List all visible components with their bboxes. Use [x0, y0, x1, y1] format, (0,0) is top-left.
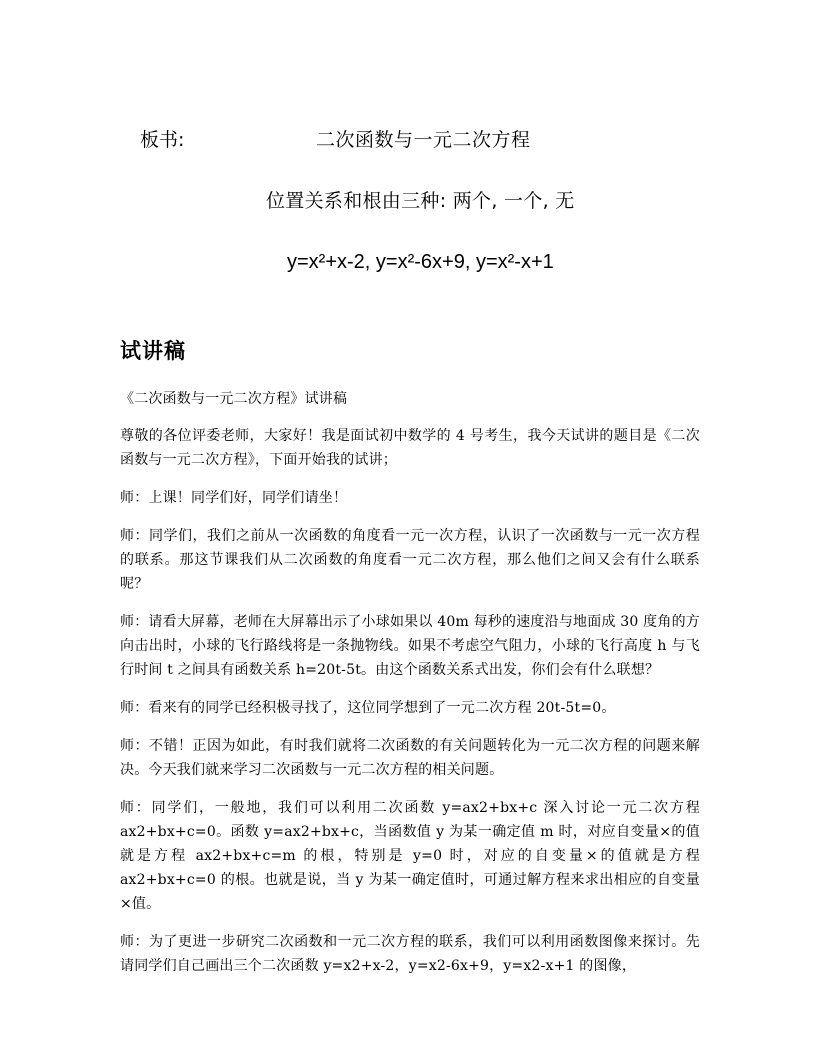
paragraph-greeting: 尊敬的各位评委老师，大家好！我是面试初中数学的 4 号考生，我今天试讲的题目是《二次函数与一元二次方程》，下面开始我的试讲；	[120, 428, 700, 468]
paragraph-introduction: 师：同学们，我们之前从一次函数的角度看一元一次方程，认识了一次函数与一元一次方程的联系。那这节课我们从二次函数的角度看一元二次方程，那么他们之间又会有什么联系呢？	[120, 528, 700, 592]
board-relationship-line: 位置关系和根由三种: 两个, 一个, 无	[266, 190, 575, 212]
paragraph-start-class: 师：上课！同学们好，同学们请坐！	[120, 490, 348, 506]
paragraph-graph-exploration: 师：为了更进一步研究二次函数和一元二次方程的联系，我们可以利用函数图像来探讨。先请同学们自己画出三个二次函数 y=x2+x-2，y=x2-6x+9，y=x2-x+1 的图像，	[120, 934, 700, 974]
paragraph-ball-problem: 师：请看大屏幕，老师在大屏幕出示了小球如果以 40m 每秒的速度沿与地面成 30 度角的方向击出时，小球的飞行路线将是一条抛物线。如果不考虑空气阻力，小球的飞行高度 h 与飞行时间 t 之间具有函数关系 h=20t-5t。由这个函数关系式出发，你们会有什么联想？	[120, 614, 700, 678]
lecture-script	[120, 387, 700, 992]
board-functions-line: y=x²+x-2, y=x²-6x+9, y=x²-x+1	[287, 251, 554, 273]
paragraph-topic: 师：不错！正因为如此，有时我们就将二次函数的有关问题转化为一元二次方程的问题来解决。今天我们就来学习二次函数与一元二次方程的相关问题。	[120, 738, 700, 778]
board-label: 板书:	[140, 129, 185, 151]
section-heading: 试讲稿	[120, 339, 186, 363]
board-title: 二次函数与一元二次方程	[316, 129, 531, 151]
paragraph-student-answer: 师：看来有的同学已经积极寻找了，这位同学想到了一元二次方程 20t-5t=0。	[120, 700, 616, 716]
paragraph-general-discussion: 师：同学们，一般地，我们可以利用二次函数 y=ax2+bx+c 深入讨论一元二次方程 ax2+bx+c=0。函数 y=ax2+bx+c，当函数值 y 为某一确定值 m 时，对应自变量×的值就是方程 ax2+bx+c=m 的根，特别是 y=0 时，对应的自变量×的值就是方程 ax2+bx+c=0 的根。也就是说，当 y 为某一确定值时，可通过解方程来求出相应的自变量×值。	[120, 800, 700, 912]
document-title: 《二次函数与一元二次方程》试讲稿	[120, 391, 348, 407]
